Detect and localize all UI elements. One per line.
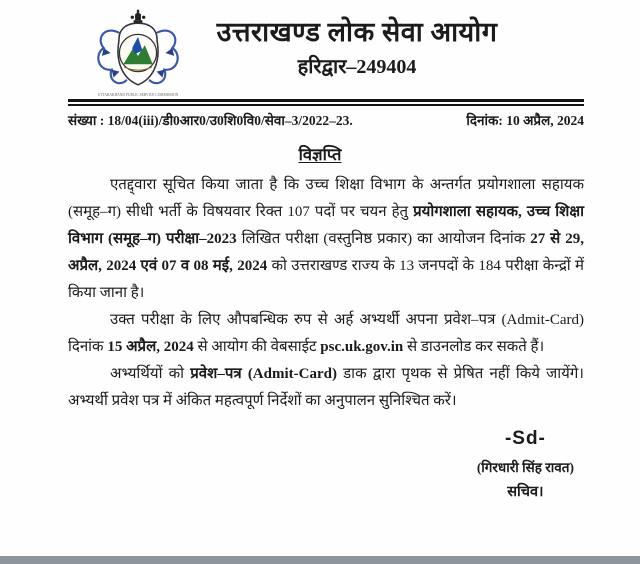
notice-date: दिनांक: 10 अप्रैल, 2024 [466, 113, 584, 128]
paragraph-exam-announcement [68, 172, 584, 307]
text-run: को उत्तराखण्ड राज्य के 13 जनपदों के 184 परीक्षा केन्द्रों में किया जाना है। [68, 258, 584, 301]
signatory-name: (गिरधारी सिंह रावत) [476, 460, 574, 475]
organization-location: हरिद्वार–249404 [297, 56, 417, 78]
header-divider-rule [68, 99, 584, 106]
logo-caption-text: UTTARAKHAND PUBLIC SERVICE COMMISSION [97, 93, 179, 98]
website-text: psc.uk.gov.in [320, 339, 404, 355]
ashoka-capital-icon [131, 10, 146, 23]
text-run: उक्त परीक्षा के लिए औपबन्धिक रुप से अर्ह अभ्यर्थी अपना प्रवेश–पत्र (Admit-Card) दिनांक [68, 312, 584, 355]
text-run: से आयोग की वेबसाईट [193, 339, 321, 355]
text-run-bold: प्रयोगशाला सहायक, उच्च शिक्षा विभाग (समूह–ग) परीक्षा–2023 [68, 204, 584, 247]
notice-body [68, 172, 584, 415]
paragraph-admit-card-instructions [68, 361, 584, 415]
text-run: डाक द्वारा पृथक से प्रेषित नहीं किये जायेंगे। अभ्यर्थी प्रवेश पत्र में अंकित महत्वपूर्ण निर्देशों का अनुपालन सुनिश्चित करें। [68, 366, 584, 409]
text-run-bold: 27 से 29, अप्रैल, 2024 एवं 07 व 08 मई, 2024 [68, 231, 585, 274]
signed-marker: -Sd- [504, 428, 546, 449]
scan-edge-bar [0, 556, 640, 564]
paragraph-admit-card-download [68, 307, 584, 361]
signature-block [477, 428, 574, 501]
reference-number: संख्या : 18/04(iii)/डी0आर0/उ0शि0वि0/सेवा–3/2022–23. [68, 113, 353, 128]
signatory-designation: सचिव। [507, 484, 544, 500]
organization-name: उत्तराखण्ड लोक सेवा आयोग [216, 17, 498, 47]
text-run-bold: प्रवेश–पत्र (Admit-Card) [190, 366, 337, 382]
notice-heading: विज्ञप्ति [298, 145, 342, 164]
header-title-block [160, 12, 554, 79]
text-run-bold: 15 अप्रैल, 2024 [107, 339, 194, 355]
text-run: एतद्द्वारा सूचित किया जाता है कि उच्च शिक्षा विभाग के अन्तर्गत प्रयोगशाला सहायक (समूह–ग) सीधी भर्ती के विषयवार रिक्त 107 पदों पर चयन हेतु [68, 177, 584, 220]
text-run: अभ्यर्थियों को [110, 366, 191, 382]
reference-row [68, 111, 584, 129]
text-run: लिखित परीक्षा (वस्तुनिष्ठ प्रकार) का आयोजन दिनांक [236, 231, 531, 247]
text-run: से डाउनलोड कर सकते हैं। [403, 339, 545, 355]
